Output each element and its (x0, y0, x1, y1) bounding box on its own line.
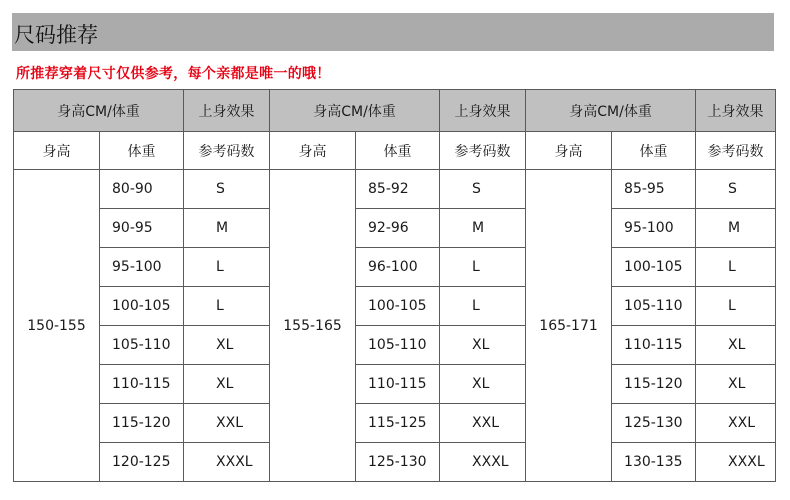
size-chart-table (13, 89, 776, 482)
weight-cell: 90-95 (100, 209, 184, 248)
size-cell: XXXL (440, 443, 526, 482)
size-cell: S (184, 170, 270, 209)
size-cell: M (440, 209, 526, 248)
weight-cell: 100-105 (612, 248, 696, 287)
size-cell: XXXL (696, 443, 776, 482)
size-cell: XL (184, 326, 270, 365)
size-cell: L (696, 248, 776, 287)
size-cell: XXXL (184, 443, 270, 482)
weight-cell: 96-100 (356, 248, 440, 287)
column-header-height: 身高 (270, 132, 356, 170)
weight-cell: 125-130 (356, 443, 440, 482)
size-cell: XXL (696, 404, 776, 443)
weight-cell: 105-110 (356, 326, 440, 365)
weight-cell: 80-90 (100, 170, 184, 209)
table-row (14, 326, 776, 365)
weight-cell: 125-130 (612, 404, 696, 443)
table-row (14, 404, 776, 443)
size-cell: XXL (184, 404, 270, 443)
weight-cell: 110-115 (356, 365, 440, 404)
size-cell: XXL (440, 404, 526, 443)
size-cell: XL (440, 365, 526, 404)
weight-cell: 115-120 (100, 404, 184, 443)
size-cell: XL (696, 326, 776, 365)
column-header-weight: 体重 (612, 132, 696, 170)
title-bar (12, 13, 774, 51)
size-cell: S (696, 170, 776, 209)
weight-cell: 115-120 (612, 365, 696, 404)
size-cell: XL (696, 365, 776, 404)
weight-cell: 92-96 (356, 209, 440, 248)
table-row (14, 170, 776, 209)
column-header-size: 参考码数 (440, 132, 526, 170)
table-row (14, 443, 776, 482)
group-header-height-weight: 身高CM/体重 (526, 90, 696, 132)
column-header-height: 身高 (14, 132, 100, 170)
column-header-size: 参考码数 (696, 132, 776, 170)
size-cell: XL (184, 365, 270, 404)
group-header-row (14, 90, 776, 132)
column-header-weight: 体重 (100, 132, 184, 170)
size-cell: L (184, 248, 270, 287)
weight-cell: 120-125 (100, 443, 184, 482)
group-header-fit: 上身效果 (696, 90, 776, 132)
size-cell: M (696, 209, 776, 248)
size-cell: L (440, 248, 526, 287)
column-header-height: 身高 (526, 132, 612, 170)
height-range-cell: 155-165 (270, 170, 356, 482)
group-header-fit: 上身效果 (184, 90, 270, 132)
weight-cell: 95-100 (612, 209, 696, 248)
weight-cell: 100-105 (100, 287, 184, 326)
weight-cell: 85-92 (356, 170, 440, 209)
weight-cell: 105-110 (100, 326, 184, 365)
table-row (14, 365, 776, 404)
size-cell: S (440, 170, 526, 209)
height-range-cell: 150-155 (14, 170, 100, 482)
table-row (14, 287, 776, 326)
weight-cell: 115-125 (356, 404, 440, 443)
weight-cell: 130-135 (612, 443, 696, 482)
column-header-row (14, 132, 776, 170)
page-title: 尺码推荐 (14, 23, 98, 47)
height-range-cell: 165-171 (526, 170, 612, 482)
column-header-weight: 体重 (356, 132, 440, 170)
group-header-height-weight: 身高CM/体重 (14, 90, 184, 132)
table-row (14, 248, 776, 287)
weight-cell: 85-95 (612, 170, 696, 209)
size-cell: M (184, 209, 270, 248)
weight-cell: 105-110 (612, 287, 696, 326)
group-header-height-weight: 身高CM/体重 (270, 90, 440, 132)
weight-cell: 100-105 (356, 287, 440, 326)
table-row (14, 209, 776, 248)
size-cell: L (696, 287, 776, 326)
weight-cell: 95-100 (100, 248, 184, 287)
weight-cell: 110-115 (100, 365, 184, 404)
size-notice: 所推荐穿着尺寸仅供参考，每个亲都是唯一的哦！ (16, 66, 331, 82)
weight-cell: 110-115 (612, 326, 696, 365)
group-header-fit: 上身效果 (440, 90, 526, 132)
column-header-size: 参考码数 (184, 132, 270, 170)
size-cell: XL (440, 326, 526, 365)
size-cell: L (440, 287, 526, 326)
size-cell: L (184, 287, 270, 326)
